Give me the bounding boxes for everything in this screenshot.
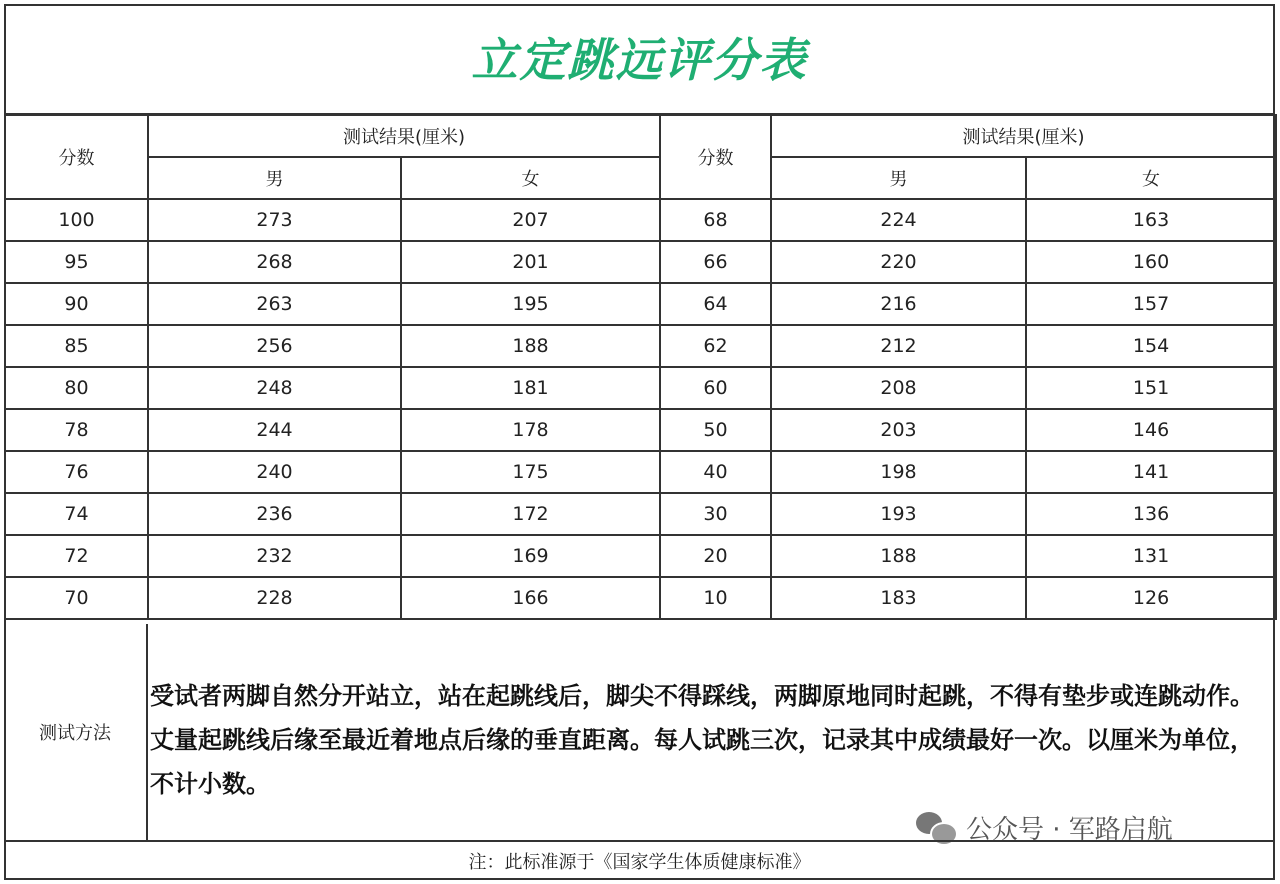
table-row — [5, 451, 1276, 493]
method-label: 测试方法 — [4, 624, 148, 840]
male-cell: 212 — [771, 325, 1026, 367]
score-cell: 78 — [5, 409, 148, 451]
score-cell: 10 — [660, 577, 771, 619]
male-cell: 268 — [148, 241, 401, 283]
score-cell: 100 — [5, 199, 148, 241]
score-cell: 76 — [5, 451, 148, 493]
female-cell: 136 — [1026, 493, 1276, 535]
male-cell: 228 — [148, 577, 401, 619]
male-cell: 198 — [771, 451, 1026, 493]
female-cell: 175 — [401, 451, 660, 493]
male-cell: 193 — [771, 493, 1026, 535]
male-cell: 208 — [771, 367, 1026, 409]
female-cell: 151 — [1026, 367, 1276, 409]
male-header-left: 男 — [148, 157, 401, 199]
male-cell: 183 — [771, 577, 1026, 619]
female-cell: 169 — [401, 535, 660, 577]
table-row — [5, 493, 1276, 535]
female-cell: 172 — [401, 493, 660, 535]
female-cell: 126 — [1026, 577, 1276, 619]
score-cell: 62 — [660, 325, 771, 367]
method-text: 受试者两脚自然分开站立，站在起跳线后，脚尖不得踩线，两脚原地同时起跳，不得有垫步或连跳动作。丈量起跳线后缘至最近着地点后缘的垂直距离。每人试跳三次，记录其中成绩最好一次。以厘米为单位，不计小数。 — [150, 682, 1254, 798]
female-cell: 154 — [1026, 325, 1276, 367]
female-cell: 141 — [1026, 451, 1276, 493]
female-header-right: 女 — [1026, 157, 1276, 199]
female-cell: 160 — [1026, 241, 1276, 283]
male-cell: 256 — [148, 325, 401, 367]
male-cell: 188 — [771, 535, 1026, 577]
result-header-right: 测试结果(厘米) — [771, 115, 1276, 157]
male-cell: 240 — [148, 451, 401, 493]
female-cell: 188 — [401, 325, 660, 367]
page-title: 立定跳远评分表 — [471, 32, 808, 87]
female-cell: 178 — [401, 409, 660, 451]
table-row — [5, 199, 1276, 241]
female-header-left: 女 — [401, 157, 660, 199]
score-cell: 30 — [660, 493, 771, 535]
female-cell: 163 — [1026, 199, 1276, 241]
score-cell: 90 — [5, 283, 148, 325]
result-header-left: 测试结果(厘米) — [148, 115, 660, 157]
female-cell: 131 — [1026, 535, 1276, 577]
female-cell: 201 — [401, 241, 660, 283]
table-row — [5, 241, 1276, 283]
male-cell: 232 — [148, 535, 401, 577]
female-cell: 166 — [401, 577, 660, 619]
score-cell: 80 — [5, 367, 148, 409]
score-cell: 66 — [660, 241, 771, 283]
table-row — [5, 577, 1276, 619]
score-cell: 70 — [5, 577, 148, 619]
score-cell: 95 — [5, 241, 148, 283]
score-header-left: 分数 — [5, 115, 148, 199]
score-cell: 68 — [660, 199, 771, 241]
male-cell: 273 — [148, 199, 401, 241]
score-cell: 40 — [660, 451, 771, 493]
score-header-right: 分数 — [660, 115, 771, 199]
source-note: 注：此标准源于《国家学生体质健康标准》 — [4, 840, 1275, 880]
score-table — [4, 114, 1277, 620]
score-cell: 64 — [660, 283, 771, 325]
watermark-text: 公众号 · 军路启航 — [966, 814, 1173, 845]
female-cell: 207 — [401, 199, 660, 241]
female-cell: 181 — [401, 367, 660, 409]
male-cell: 216 — [771, 283, 1026, 325]
table-row — [5, 367, 1276, 409]
male-cell: 203 — [771, 409, 1026, 451]
male-cell: 263 — [148, 283, 401, 325]
score-cell: 85 — [5, 325, 148, 367]
score-cell: 72 — [5, 535, 148, 577]
score-cell: 50 — [660, 409, 771, 451]
title-row — [4, 4, 1275, 115]
male-cell: 236 — [148, 493, 401, 535]
female-cell: 146 — [1026, 409, 1276, 451]
table-row — [5, 283, 1276, 325]
male-header-right: 男 — [771, 157, 1026, 199]
male-cell: 248 — [148, 367, 401, 409]
male-cell: 224 — [771, 199, 1026, 241]
score-cell: 60 — [660, 367, 771, 409]
female-cell: 157 — [1026, 283, 1276, 325]
male-cell: 244 — [148, 409, 401, 451]
table-row — [5, 325, 1276, 367]
wechat-icon — [916, 810, 956, 844]
male-cell: 220 — [771, 241, 1026, 283]
female-cell: 195 — [401, 283, 660, 325]
table-row — [5, 535, 1276, 577]
table-row — [5, 409, 1276, 451]
score-cell: 20 — [660, 535, 771, 577]
score-cell: 74 — [5, 493, 148, 535]
